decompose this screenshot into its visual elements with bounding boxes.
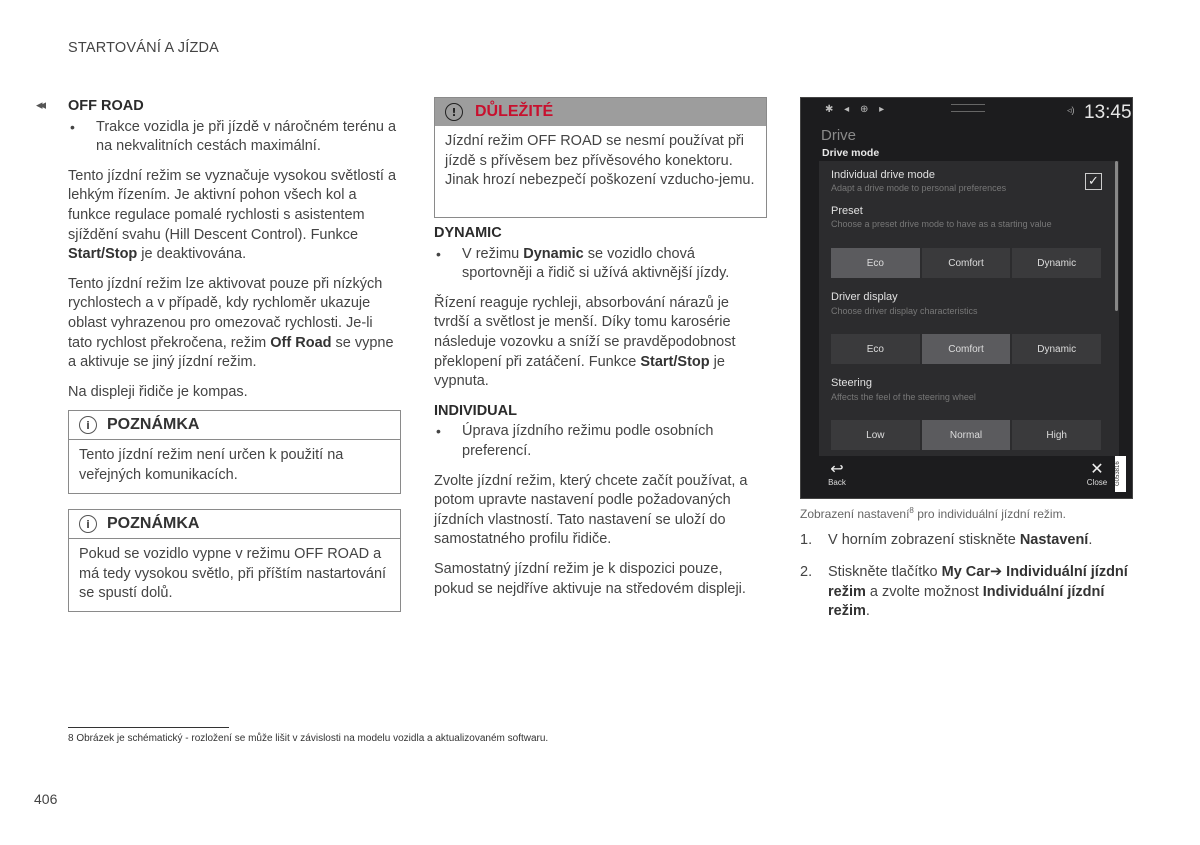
- setting-description: Adapt a drive mode to personal preferences: [831, 183, 1007, 193]
- offroad-title: OFF ROAD: [68, 98, 144, 114]
- text-run: V horním zobrazení stiskněte: [828, 532, 1020, 548]
- pull-down-handle[interactable]: [951, 104, 985, 112]
- offroad-paragraph-3: Na displeji řidiče je kompas.: [68, 383, 248, 400]
- column-2: [434, 224, 766, 609]
- text-run: Zobrazení nastavení: [800, 507, 910, 521]
- previous-page-arrows-icon: ◂◂: [36, 97, 44, 112]
- back-label: Back: [828, 478, 846, 487]
- dynamic-paragraph: [434, 294, 766, 392]
- individual-title: INDIVIDUAL: [434, 402, 517, 419]
- step-number: 1.: [800, 532, 813, 548]
- offroad-paragraph-2: [68, 275, 400, 373]
- step-number: 2.: [800, 564, 813, 580]
- individual-bullet: • Úprava jízdního režimu podle osobních preferencí.: [434, 422, 766, 461]
- text-run: Řízení reaguje rychleji, absorbování nárazů je tvrdší a světlost je menší. Díky tomu karosérie následuje vozovku a sníží se pravděpodobnost překlopení při zatáčení. Funkce: [434, 294, 736, 370]
- note-text: Pokud se vozidlo vypne v režimu OFF ROAD a má tedy vysokou světlo, při příštím nastartování se spustí dolů.: [79, 546, 387, 602]
- exclamation-icon: !: [445, 103, 463, 121]
- option-dynamic[interactable]: Dynamic: [1012, 334, 1101, 364]
- note-box-2: [68, 509, 401, 612]
- screen-subtitle: Drive mode: [822, 147, 880, 159]
- note-header: [69, 510, 400, 539]
- dynamic-bullet: [434, 245, 766, 284]
- info-icon: i: [79, 515, 97, 533]
- option-high[interactable]: High: [1012, 420, 1101, 450]
- offroad-paragraph-1: [68, 167, 400, 265]
- text-run: je vypnuta.: [434, 353, 725, 390]
- arrow-right-icon: ➔: [990, 564, 1003, 580]
- note-text: Tento jízdní režim není určen k použití na veřejných komunikacích.: [79, 447, 344, 483]
- option-low[interactable]: Low: [831, 420, 920, 450]
- checkbox-checked-icon[interactable]: ✓: [1085, 173, 1102, 190]
- text-run: se vypne a aktivuje se jiný jízdní režim.: [68, 334, 394, 371]
- important-box: [434, 97, 767, 218]
- preset-selector: [831, 248, 1101, 278]
- my-car-term: My Car: [941, 564, 990, 580]
- important-label: DŮLEŽITÉ: [475, 103, 554, 120]
- back-button[interactable]: [817, 460, 857, 487]
- individual-paragraph-2: Samostatný jízdní režim je k dispozici pouze, pokud se nejdříve aktivuje na středovém displeji.: [434, 560, 746, 597]
- start-stop-term: Start/Stop: [68, 246, 138, 263]
- step-text: [828, 531, 1130, 551]
- setting-title: Steering: [831, 377, 872, 389]
- driver-display-selector: [831, 334, 1101, 364]
- page-number: 406: [34, 791, 58, 807]
- important-header: [435, 98, 766, 126]
- setting-title: Driver display: [831, 291, 898, 303]
- text-run: a zvolte možnost: [865, 583, 983, 600]
- setting-description: Choose a preset drive mode to have as a starting value: [831, 219, 1052, 229]
- setting-description: Affects the feel of the steering wheel: [831, 392, 976, 402]
- text-run: V režimu: [462, 245, 524, 262]
- individual-mode-term: Individuální jízdní režim: [828, 564, 1128, 600]
- individual-paragraph-1: Zvolte jízdní režim, který chcete začít používat, a potom upravte nastavení podle požadovaných jízdních vlastností. Tato nastavení se uloží do samostatného profilu řidiče.: [434, 472, 748, 548]
- clock: 13:45: [1084, 102, 1132, 123]
- option-comfort[interactable]: Comfort: [922, 334, 1011, 364]
- dynamic-title: DYNAMIC: [434, 225, 502, 241]
- bottom-bar: [801, 456, 1132, 499]
- note-label: POZNÁMKA: [107, 416, 200, 433]
- note-box-1: [68, 410, 401, 494]
- scrollbar[interactable]: [1115, 161, 1118, 311]
- text-run: je deaktivována.: [137, 246, 247, 263]
- footnote: 8 Obrázek je schématický - rozložení se může lišit v závislosti na modelu vozidla a aktualizovaném softwaru.: [68, 733, 549, 744]
- text-run: Tento jízdní režim lze aktivovat pouze při nízkých rychlostech a v případě, kdy rychloměr ukazuje oblast vyhrazenou pro omezovač rychlosti. Je-li tato rychlost překročena, režim: [68, 275, 383, 351]
- settings-term: Nastavení: [1019, 532, 1089, 548]
- close-icon: ✕: [1090, 459, 1104, 478]
- text-run: Stiskněte tlačítko: [828, 564, 942, 580]
- text-run: .: [865, 603, 870, 620]
- text-run: pro individuální jízdní režim.: [913, 507, 1066, 521]
- setting-description: Choose driver display characteristics: [831, 306, 978, 316]
- info-icon: i: [79, 416, 97, 434]
- offroad-bullet: • Trakce vozidla je při jízdě v náročném terénu a na nekvalitních cestách maximální.: [68, 118, 400, 157]
- text-run: .: [1088, 532, 1093, 548]
- note-label: POZNÁMKA: [107, 515, 200, 532]
- status-icons: ✱ ◂ ⊕ ▸: [825, 104, 889, 115]
- setting-title: Preset: [831, 205, 863, 217]
- center-display-screenshot: [800, 97, 1133, 499]
- dynamic-term: Dynamic: [523, 245, 584, 262]
- footnote-divider: [68, 727, 229, 728]
- setting-title: Individual drive mode: [831, 169, 935, 181]
- option-dynamic[interactable]: Dynamic: [1012, 248, 1101, 278]
- option-comfort[interactable]: Comfort: [922, 248, 1011, 278]
- status-bar: [801, 98, 1132, 128]
- individual-mode-term: Individuální jízdní režim: [828, 583, 1105, 620]
- option-eco[interactable]: Eco: [831, 248, 920, 278]
- close-button[interactable]: [1077, 460, 1117, 487]
- close-label: Close: [1086, 478, 1108, 487]
- off-road-term: Off Road: [270, 334, 332, 351]
- image-code: G053816: [1115, 456, 1126, 492]
- step-text: [828, 563, 1130, 622]
- option-eco[interactable]: Eco: [831, 334, 920, 364]
- important-text: Jízdní režim OFF ROAD se nesmí používat při jízdě s přívěsem bez přívěsového konektoru. Jinak hrozí nebezpečí poškození vzducho-jemu.: [445, 133, 755, 189]
- screen-title: Drive: [821, 127, 857, 144]
- settings-panel: [819, 161, 1119, 456]
- start-stop-term: Start/Stop: [640, 353, 710, 370]
- note-header: [69, 411, 400, 440]
- column-1: [68, 97, 400, 412]
- option-normal[interactable]: Normal: [922, 420, 1011, 450]
- volume-icon: ◃): [1067, 105, 1075, 115]
- steering-selector: [831, 420, 1101, 450]
- step-1: [800, 531, 1130, 551]
- text-run: Tento jízdní režim se vyznačuje vysokou světlostí a lehkým řízením. Je aktivní pohon všech kol a funkce regulace pomalé rychlosti s asistentem sjíždění svahu (Hill Descent Control). Funkce: [68, 167, 397, 243]
- step-2: [800, 563, 1130, 622]
- figure-caption: [800, 506, 1066, 521]
- footnote-ref: 8: [909, 506, 914, 515]
- running-header: STARTOVÁNÍ A JÍZDA: [68, 40, 220, 56]
- text-run: se vozidlo chová sportovněji a řidič si užívá aktivnější jízdy.: [462, 245, 730, 282]
- back-arrow-icon: ↩: [830, 459, 844, 478]
